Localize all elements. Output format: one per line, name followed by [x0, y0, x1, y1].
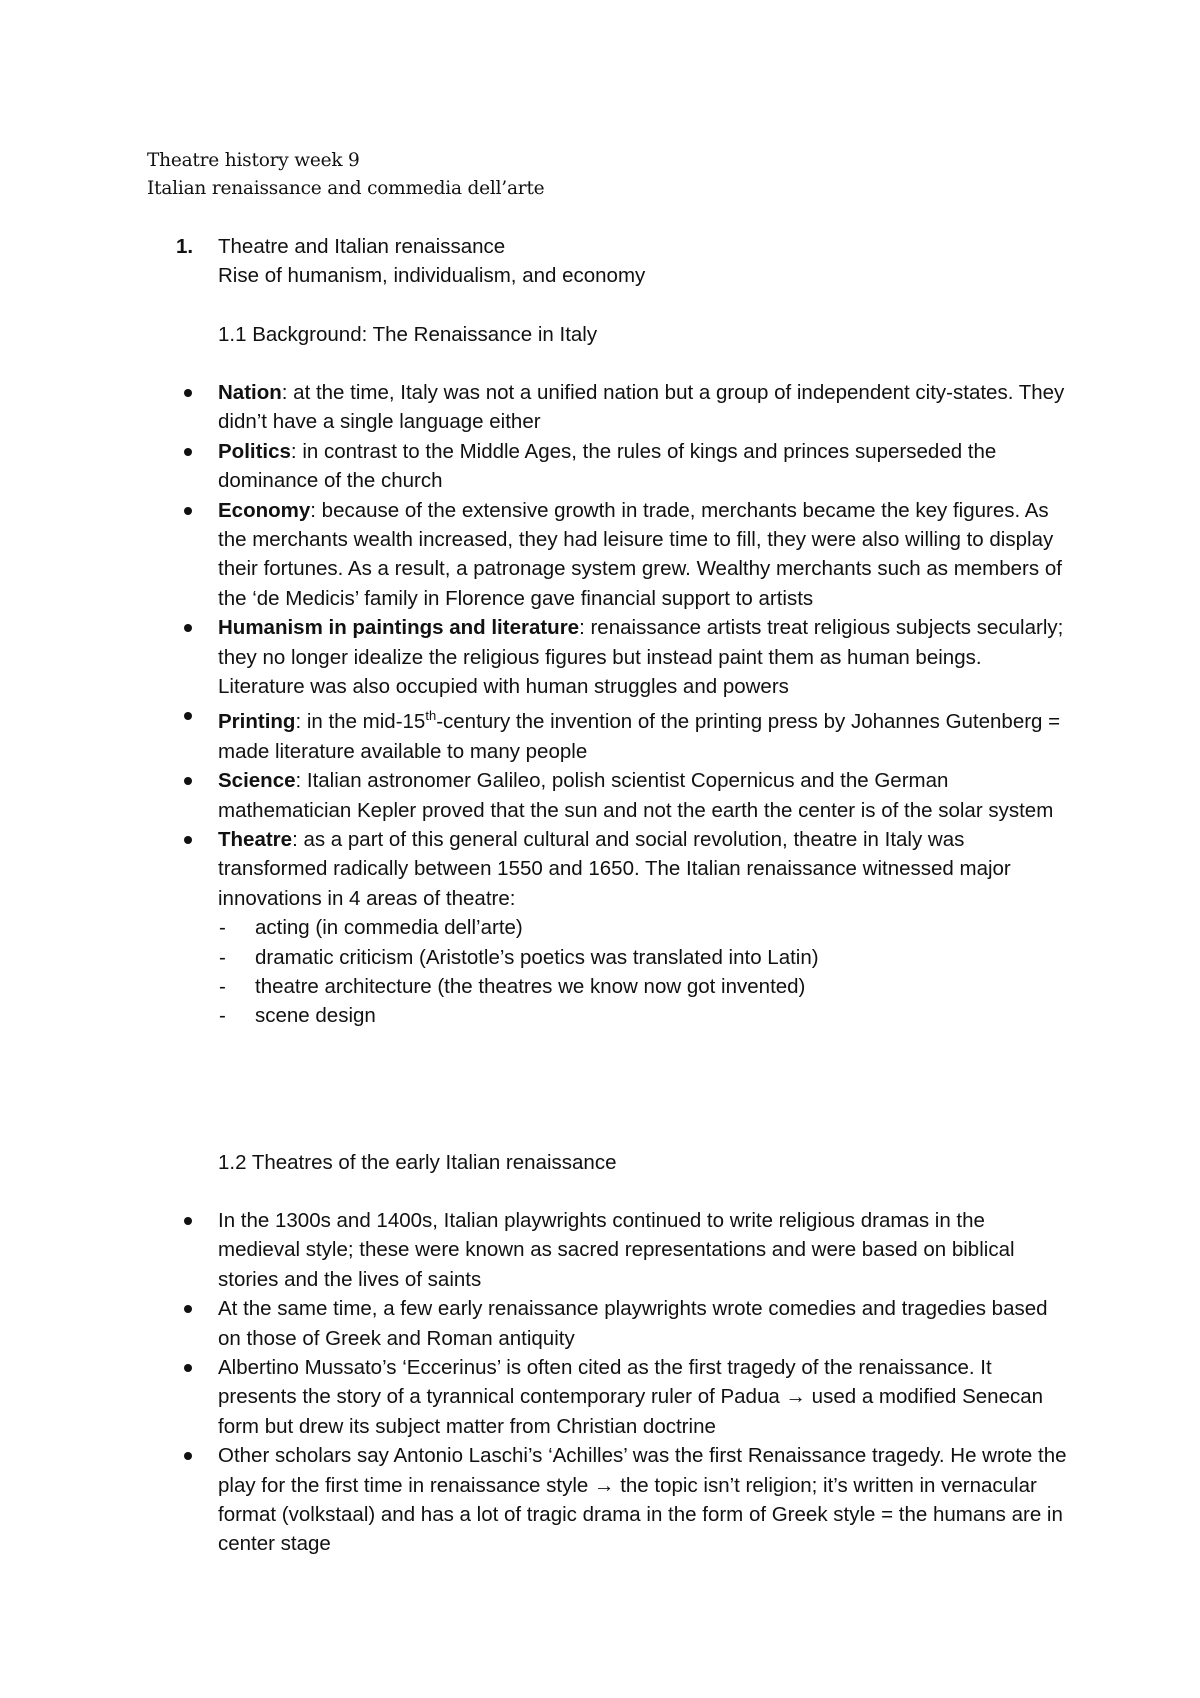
- dash-item-text: scene design: [255, 1004, 376, 1028]
- background-bullet-list: [218, 378, 1068, 1031]
- bullet-icon: [184, 712, 192, 720]
- dash-item-text: theatre architecture (the theatres we know now got invented): [255, 974, 806, 998]
- bullet-text: : renaissance artists treat religious subjects secularly; they no longer idealize the religious figures but instead paint them as human beings. Literature was also occupied with human struggles and powers: [218, 616, 1064, 699]
- bullet-label: Politics: [218, 439, 291, 463]
- section-1-title: Theatre and Italian renaissance: [218, 235, 506, 258]
- bullet-icon: [184, 624, 192, 632]
- bullet-label: Theatre: [218, 827, 293, 851]
- bullet-science: [218, 766, 1068, 825]
- dash-marker: -: [219, 945, 226, 969]
- bullet-icon: [184, 836, 192, 844]
- bullet-text-cont: the topic isn’t religion; it’s written in vernacular format (volkstaal) and has a lot of tragic drama in the form of Greek style = the humans are in center stage: [218, 1473, 1063, 1556]
- dash-item-text: acting (in commedia dell’arte): [255, 916, 523, 940]
- dash-item: [218, 913, 1068, 942]
- section-1-subtitle: Rise of humanism, individualism, and economy: [218, 264, 646, 288]
- dash-item: [218, 972, 1068, 1001]
- document-title: Theatre history week 9: [147, 150, 360, 171]
- bullet-label: Science: [218, 769, 296, 793]
- bullet-text-cont: -century the invention of the printing press by Johannes Gutenberg = made literature available to many people: [218, 710, 1061, 763]
- bullet-icon: [184, 1364, 192, 1372]
- arrow-right-icon: →: [594, 1473, 615, 1497]
- list-item: [218, 1294, 1068, 1353]
- bullet-label: Nation: [218, 381, 282, 404]
- arrow-right-icon: →: [785, 1385, 806, 1409]
- dash-marker: -: [219, 1004, 226, 1028]
- subsection-1-1-heading: 1.1 Background: The Renaissance in Italy: [218, 323, 598, 346]
- bullet-text-cont: used a modified Senecan form but drew its subject matter from Christian doctrine: [218, 1385, 1044, 1438]
- dash-marker: -: [219, 916, 226, 940]
- dash-item-text: dramatic criticism (Aristotle’s poetics was translated into Latin): [255, 945, 819, 969]
- bullet-theatre: [218, 825, 1068, 1031]
- bullet-icon: [184, 1217, 192, 1225]
- bullet-text: : in the mid-15: [295, 710, 426, 734]
- bullet-text: Other scholars say Antonio Laschi’s ‘Achilles’ was the first Renaissance tragedy. He wrote the play for the first time in renaissance style: [218, 1444, 1067, 1497]
- bullet-icon: [184, 1305, 192, 1313]
- superscript: th: [425, 708, 437, 724]
- dash-item: [218, 943, 1068, 972]
- bullet-label: Humanism in paintings and literature: [218, 616, 580, 640]
- bullet-nation: [218, 378, 1068, 437]
- list-item: [218, 1206, 1068, 1294]
- bullet-text: : Italian astronomer Galileo, polish scientist Copernicus and the German mathematician Kepler proved that the sun and not the earth the center is of the solar system: [218, 769, 1054, 822]
- bullet-label: Economy: [218, 498, 311, 522]
- bullet-icon: [184, 507, 192, 515]
- bullet-text: Albertino Mussato’s ‘Eccerinus’ is often cited as the first tragedy of the renaissance. It presents the story of a tyrannical contemporary ruler of Padua: [218, 1356, 992, 1409]
- bullet-text: : as a part of this general cultural and social revolution, theatre in Italy was transformed radically between 1550 and 1650. The Italian renaissance witnessed major innovations in 4 areas of theatre:: [218, 827, 1011, 910]
- bullet-humanism: [218, 613, 1068, 701]
- bullet-label: Printing: [218, 710, 296, 734]
- bullet-icon: [184, 777, 192, 785]
- bullet-icon: [184, 1452, 192, 1460]
- subsection-1-2-heading: 1.2 Theatres of the early Italian renaissance: [218, 1151, 617, 1174]
- bullet-text: : in contrast to the Middle Ages, the rules of kings and princes superseded the dominance of the church: [218, 439, 997, 493]
- theatre-areas-list: [218, 913, 1068, 1031]
- bullet-icon: [184, 448, 192, 456]
- dash-item: [218, 1001, 1068, 1030]
- dash-marker: -: [219, 974, 226, 998]
- bullet-politics: [218, 437, 1068, 496]
- bullet-text: In the 1300s and 1400s, Italian playwrights continued to write religious dramas in the medieval style; these were known as sacred representations and were based on biblical stories and the lives of saints: [218, 1209, 1015, 1291]
- bullet-text: : because of the extensive growth in trade, merchants became the key figures. As the merchants wealth increased, they had leisure time to fill, they were also willing to display their fortunes. As a result, a patronage system grew. Wealthy merchants such as members of the ‘de Medicis’ family in Florence gave financial support to artists: [218, 498, 1062, 610]
- bullet-printing: [218, 701, 1068, 766]
- bullet-text: : at the time, Italy was not a unified nation but a group of independent city-states. They didn’t have a single language either: [218, 381, 1065, 434]
- bullet-text: At the same time, a few early renaissance playwrights wrote comedies and tragedies based on those of Greek and Roman antiquity: [218, 1297, 1048, 1350]
- list-item: [218, 1441, 1068, 1559]
- list-item: [218, 1353, 1068, 1441]
- bullet-icon: [184, 389, 192, 397]
- document-subtitle: Italian renaissance and commedia dell’arte: [147, 178, 545, 199]
- section-1-number: 1.: [176, 235, 194, 258]
- bullet-economy: [218, 496, 1068, 614]
- early-theatres-bullet-list: [218, 1206, 1068, 1559]
